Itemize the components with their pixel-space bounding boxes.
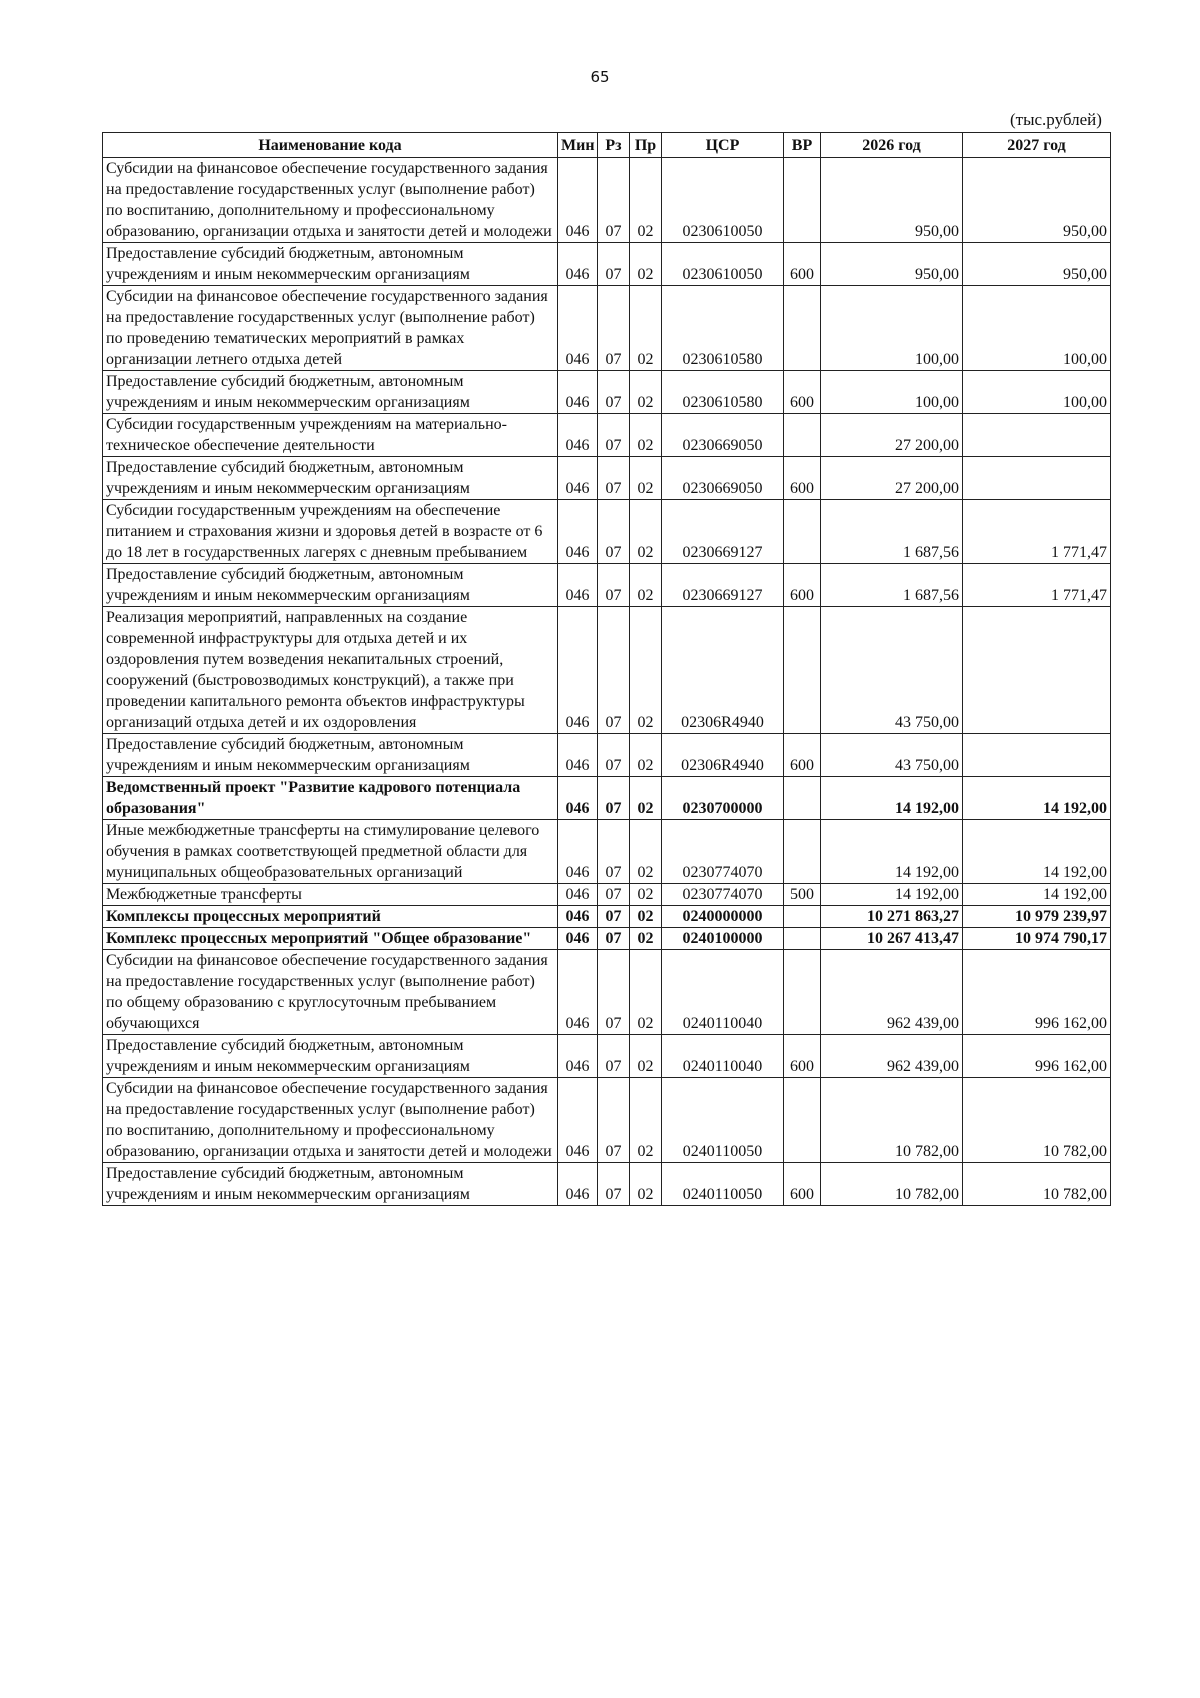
cell-name: Субсидии на финансовое обеспечение государственного задания на предоставление государственных услуг (выполнение работ) по воспитанию, дополнительному и профессиональному образованию, организации отдыха и занятости детей и молодежи [103,1078,558,1163]
cell-rz: 07 [598,884,630,906]
header-min: Мин [558,133,598,158]
cell-pr: 02 [630,777,662,820]
cell-2026: 950,00 [821,243,963,286]
cell-vr [784,414,821,457]
cell-vr [784,500,821,564]
cell-min: 046 [558,734,598,777]
table-row [103,243,1111,286]
cell-2026: 10 782,00 [821,1078,963,1163]
cell-vr [784,158,821,243]
cell-vr [784,820,821,884]
cell-2027 [963,734,1111,777]
header-rz: Рз [598,133,630,158]
cell-name: Предоставление субсидий бюджетным, автономным учреждениям и иным некоммерческим организациям [103,1035,558,1078]
cell-name: Предоставление субсидий бюджетным, автономным учреждениям и иным некоммерческим организациям [103,243,558,286]
cell-2026: 962 439,00 [821,950,963,1035]
cell-2027: 100,00 [963,371,1111,414]
cell-rz: 07 [598,1035,630,1078]
cell-min: 046 [558,906,598,928]
page-number: 65 [590,68,610,86]
cell-pr: 02 [630,371,662,414]
cell-pr: 02 [630,820,662,884]
cell-name: Предоставление субсидий бюджетным, автономным учреждениям и иным некоммерческим организациям [103,1163,558,1206]
header-2026: 2026 год [821,133,963,158]
cell-csr: 0240110050 [662,1163,784,1206]
cell-rz: 07 [598,820,630,884]
cell-pr: 02 [630,500,662,564]
table-body [103,158,1111,1206]
cell-csr: 0230669127 [662,500,784,564]
cell-rz: 07 [598,158,630,243]
table-row [103,906,1111,928]
cell-2027: 10 782,00 [963,1163,1111,1206]
cell-2026: 14 192,00 [821,884,963,906]
table-row [103,820,1111,884]
cell-rz: 07 [598,607,630,734]
cell-min: 046 [558,820,598,884]
cell-rz: 07 [598,950,630,1035]
units-label: (тыс.рублей) [1010,110,1102,129]
cell-vr: 600 [784,734,821,777]
cell-vr [784,950,821,1035]
cell-rz: 07 [598,928,630,950]
cell-2026: 1 687,56 [821,564,963,607]
cell-min: 046 [558,564,598,607]
cell-csr: 02306R4940 [662,607,784,734]
cell-rz: 07 [598,500,630,564]
cell-min: 046 [558,414,598,457]
cell-csr: 0240100000 [662,928,784,950]
cell-rz: 07 [598,564,630,607]
cell-min: 046 [558,1035,598,1078]
cell-csr: 0230610580 [662,371,784,414]
cell-name: Субсидии государственным учреждениям на материально-техническое обеспечение деятельности [103,414,558,457]
cell-pr: 02 [630,286,662,371]
cell-rz: 07 [598,906,630,928]
header-vr: ВР [784,133,821,158]
cell-name: Иные межбюджетные трансферты на стимулирование целевого обучения в рамках соответствующей предметной области для муниципальных общеобразовательных организаций [103,820,558,884]
cell-2026: 1 687,56 [821,500,963,564]
cell-vr [784,607,821,734]
cell-rz: 07 [598,243,630,286]
cell-name: Комплекс процессных мероприятий "Общее образование" [103,928,558,950]
cell-name: Субсидии на финансовое обеспечение государственного задания на предоставление государственных услуг (выполнение работ) по общему образованию с круглосуточным пребыванием обучающихся [103,950,558,1035]
cell-2026: 950,00 [821,158,963,243]
cell-min: 046 [558,1078,598,1163]
cell-min: 046 [558,950,598,1035]
table-row [103,1035,1111,1078]
cell-min: 046 [558,884,598,906]
header-csr: ЦСР [662,133,784,158]
table-row [103,734,1111,777]
cell-csr: 0230700000 [662,777,784,820]
cell-2027: 14 192,00 [963,884,1111,906]
cell-csr: 0240000000 [662,906,784,928]
cell-2027: 1 771,47 [963,564,1111,607]
cell-min: 046 [558,371,598,414]
cell-pr: 02 [630,906,662,928]
cell-2027: 996 162,00 [963,1035,1111,1078]
cell-vr: 600 [784,371,821,414]
cell-vr [784,286,821,371]
cell-2027: 996 162,00 [963,950,1111,1035]
cell-min: 046 [558,777,598,820]
cell-name: Комплексы процессных мероприятий [103,906,558,928]
table-row [103,607,1111,734]
cell-pr: 02 [630,950,662,1035]
cell-rz: 07 [598,286,630,371]
cell-2026: 10 271 863,27 [821,906,963,928]
budget-table [102,132,1111,1206]
cell-pr: 02 [630,734,662,777]
cell-csr: 02306R4940 [662,734,784,777]
cell-2026: 27 200,00 [821,414,963,457]
cell-2026: 962 439,00 [821,1035,963,1078]
cell-2027: 10 782,00 [963,1078,1111,1163]
cell-2027: 1 771,47 [963,500,1111,564]
table-row [103,457,1111,500]
cell-pr: 02 [630,414,662,457]
table-row [103,928,1111,950]
cell-csr: 0230669127 [662,564,784,607]
cell-min: 046 [558,607,598,734]
header-2027: 2027 год [963,133,1111,158]
cell-rz: 07 [598,371,630,414]
cell-vr [784,1078,821,1163]
cell-min: 046 [558,158,598,243]
cell-2027 [963,607,1111,734]
cell-pr: 02 [630,243,662,286]
cell-pr: 02 [630,928,662,950]
cell-rz: 07 [598,414,630,457]
table-row [103,500,1111,564]
cell-2026: 100,00 [821,371,963,414]
cell-2027: 14 192,00 [963,820,1111,884]
cell-2027: 950,00 [963,158,1111,243]
cell-csr: 0240110040 [662,950,784,1035]
cell-name: Субсидии на финансовое обеспечение государственного задания на предоставление государственных услуг (выполнение работ) по проведению тематических мероприятий в рамках организации летнего отдыха детей [103,286,558,371]
cell-min: 046 [558,286,598,371]
cell-name: Предоставление субсидий бюджетным, автономным учреждениям и иным некоммерческим организациям [103,734,558,777]
cell-csr: 0230774070 [662,884,784,906]
table-header-row [103,133,1111,158]
cell-rz: 07 [598,1078,630,1163]
cell-2026: 10 267 413,47 [821,928,963,950]
cell-csr: 0230669050 [662,414,784,457]
cell-2026: 14 192,00 [821,820,963,884]
cell-rz: 07 [598,1163,630,1206]
cell-min: 046 [558,457,598,500]
cell-name: Предоставление субсидий бюджетным, автономным учреждениям и иным некоммерческим организациям [103,371,558,414]
cell-2026: 43 750,00 [821,607,963,734]
cell-vr: 600 [784,564,821,607]
cell-name: Субсидии на финансовое обеспечение государственного задания на предоставление государственных услуг (выполнение работ) по воспитанию, дополнительному и профессиональному образованию, организации отдыха и занятости детей и молодежи [103,158,558,243]
cell-vr: 600 [784,243,821,286]
cell-name: Межбюджетные трансферты [103,884,558,906]
cell-min: 046 [558,928,598,950]
cell-2026: 10 782,00 [821,1163,963,1206]
table-row [103,777,1111,820]
cell-csr: 0230669050 [662,457,784,500]
cell-vr: 600 [784,1035,821,1078]
table-row [103,1078,1111,1163]
cell-pr: 02 [630,1035,662,1078]
cell-csr: 0240110040 [662,1035,784,1078]
cell-min: 046 [558,1163,598,1206]
table-row [103,286,1111,371]
cell-name: Субсидии государственным учреждениям на обеспечение питанием и страхования жизни и здоровья детей в возрасте от 6 до 18 лет в государственных лагерях с дневным пребыванием [103,500,558,564]
cell-name: Реализация мероприятий, направленных на создание современной инфраструктуры для отдыха детей и их оздоровления путем возведения некапитальных строений, сооружений (быстровозводимых конструкций), а также при проведении капитального ремонта объектов инфраструктуры организаций отдыха детей и их оздоровления [103,607,558,734]
table-row [103,371,1111,414]
cell-2027: 10 979 239,97 [963,906,1111,928]
cell-rz: 07 [598,457,630,500]
cell-csr: 0230774070 [662,820,784,884]
cell-pr: 02 [630,158,662,243]
cell-pr: 02 [630,1078,662,1163]
cell-2027: 10 974 790,17 [963,928,1111,950]
table-row [103,158,1111,243]
cell-vr [784,777,821,820]
cell-csr: 0230610050 [662,243,784,286]
cell-pr: 02 [630,564,662,607]
cell-name: Предоставление субсидий бюджетным, автономным учреждениям и иным некоммерческим организациям [103,457,558,500]
cell-pr: 02 [630,1163,662,1206]
header-name: Наименование кода [103,133,558,158]
cell-name: Ведомственный проект "Развитие кадрового потенциала образования" [103,777,558,820]
cell-name: Предоставление субсидий бюджетным, автономным учреждениям и иным некоммерческим организациям [103,564,558,607]
cell-2027: 100,00 [963,286,1111,371]
cell-vr [784,906,821,928]
cell-vr: 500 [784,884,821,906]
cell-2026: 14 192,00 [821,777,963,820]
cell-pr: 02 [630,884,662,906]
header-pr: Пр [630,133,662,158]
cell-min: 046 [558,243,598,286]
table-row [103,414,1111,457]
cell-2026: 100,00 [821,286,963,371]
table-row [103,950,1111,1035]
cell-pr: 02 [630,607,662,734]
cell-vr: 600 [784,457,821,500]
cell-2026: 27 200,00 [821,457,963,500]
cell-rz: 07 [598,777,630,820]
cell-rz: 07 [598,734,630,777]
cell-min: 046 [558,500,598,564]
cell-2027: 14 192,00 [963,777,1111,820]
cell-vr [784,928,821,950]
table-row [103,884,1111,906]
cell-pr: 02 [630,457,662,500]
cell-csr: 0230610050 [662,158,784,243]
cell-vr: 600 [784,1163,821,1206]
table-row [103,1163,1111,1206]
cell-csr: 0230610580 [662,286,784,371]
cell-2027: 950,00 [963,243,1111,286]
table-row [103,564,1111,607]
cell-2027 [963,414,1111,457]
cell-csr: 0240110050 [662,1078,784,1163]
cell-2026: 43 750,00 [821,734,963,777]
cell-2027 [963,457,1111,500]
